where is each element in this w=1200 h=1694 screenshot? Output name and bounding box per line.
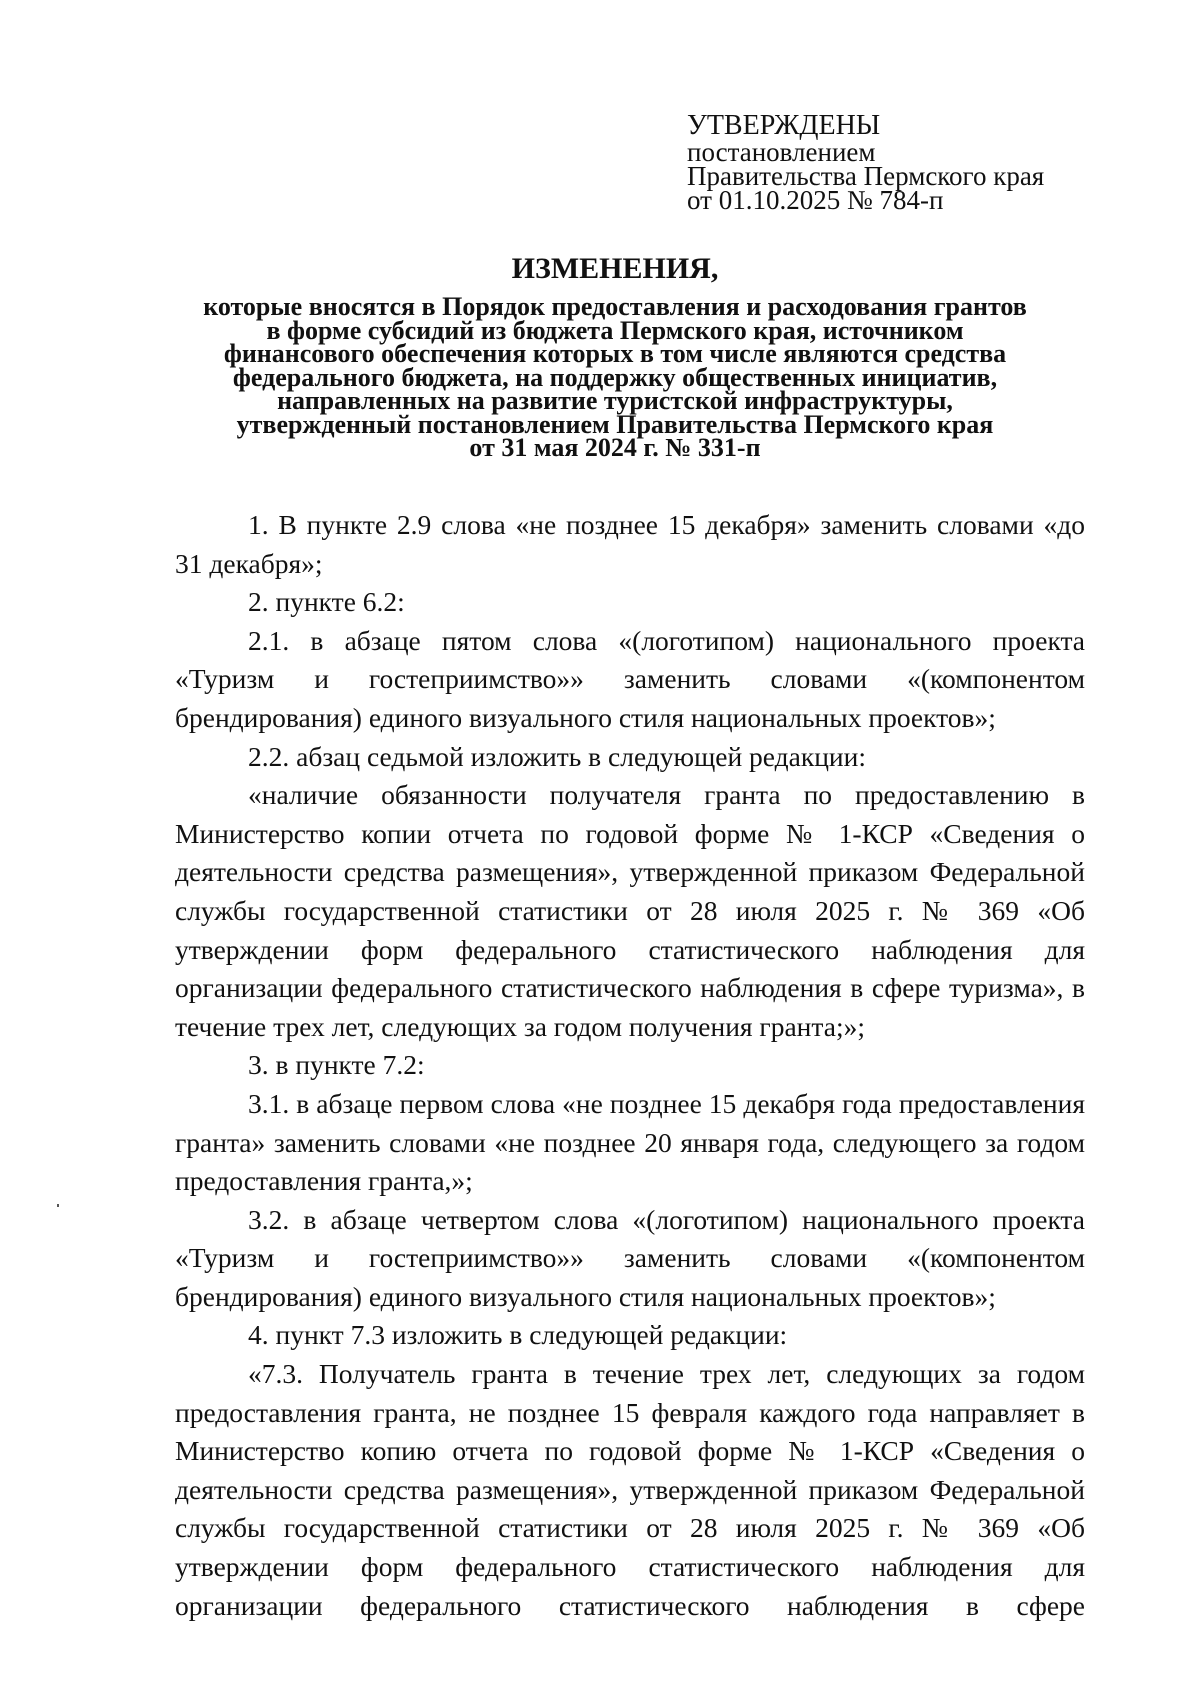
approval-line-2: Правительства Пермского края bbox=[687, 161, 1045, 191]
subtitle-line: финансового обеспечения которых в том числе являются средства bbox=[223, 339, 1007, 368]
subtitle-line: в форме субсидий из бюджета Пермского края, источником bbox=[266, 315, 964, 345]
paragraph-1: 1. В пункте 2.9 слова «не позднее 15 декабря» заменить словами «до 31 декабря»; bbox=[175, 509, 1085, 579]
approval-line-3: от 01.10.2025 № 784-п bbox=[687, 185, 944, 215]
document-body bbox=[175, 506, 1085, 1625]
paragraph-3-2: 3.2. в абзаце четвертом слова «(логотипом) национального проекта «Туризм и гостеприимство»» заменить словами «(компонентом брендирования) единого визуального стиля национальных проектов»; bbox=[175, 1203, 1085, 1312]
paragraph-2-2: 2.2. абзац седьмой изложить в следующей редакции: bbox=[248, 740, 866, 772]
paragraph-3-1: 3.1. в абзаце первом слова «не позднее 15 декабря года предоставления гранта» заменить словами «не позднее 20 января года, следующего за годом предоставления гранта,»; bbox=[175, 1087, 1085, 1197]
approval-stamp bbox=[687, 110, 1107, 215]
subtitle-line: от 31 мая 2024 г. № 331-п bbox=[469, 433, 761, 462]
paragraph-3: 3. в пункте 7.2: bbox=[248, 1049, 425, 1081]
paragraph-2-1: 2.1. в абзаце пятом слова «(логотипом) национального проекта «Туризм и гостеприимство»» заменить словами «(компонентом брендирования) единого визуального стиля национальных проектов»; bbox=[175, 624, 1085, 733]
paragraph-2: 2. пункте 6.2: bbox=[248, 586, 405, 618]
document-title: ИЗМЕНЕНИЯ, bbox=[511, 252, 719, 285]
paragraph-quote-1: «наличие обязанности получателя гранта по предоставлению в Министерство копии отчета по годовой форме № 1-КСР «Сведения о деятельности средства размещения», утвержденной приказом Федеральной службы государственной статистики от 28 июля 2025 г. № 369 «Об утверждении форм федерального статистического наблюдения для организации федерального статистического наблюдения в сфере туризма», в течение трех лет, следующих за годом получения гранта;»; bbox=[175, 779, 1085, 1042]
subtitle-line: федерального бюджета, на поддержку общественных инициатив, bbox=[232, 362, 998, 392]
scan-speck bbox=[57, 1204, 59, 1207]
document-subtitle bbox=[150, 292, 1080, 462]
approval-heading: УТВЕРЖДЕНЫ bbox=[687, 110, 881, 141]
paragraph-4: 4. пункт 7.3 изложить в следующей редакции: bbox=[248, 1319, 788, 1351]
approval-line-1: постановлением bbox=[687, 137, 876, 167]
subtitle-line: которые вносятся в Порядок предоставления и расходования грантов bbox=[203, 292, 1027, 321]
paragraph-quote-2: «7.3. Получатель гранта в течение трех лет, следующих за годом предоставления гранта, не позднее 15 февраля каждого года направляет в Министерство копию отчета по годовой форме № 1-КСР «Сведения о деятельности средства размещения», утвержденной приказом Федеральной службы государственной статистики от 28 июля 2025 г. № 369 «Об утверждении форм федерального статистического наблюдения для организации федерального статистического наблюдения в сфере bbox=[175, 1358, 1085, 1621]
subtitle-line: утвержденный постановлением Правительства Пермского края bbox=[236, 409, 994, 439]
subtitle-line: направленных на развитие туристской инфраструктуры, bbox=[277, 386, 953, 415]
